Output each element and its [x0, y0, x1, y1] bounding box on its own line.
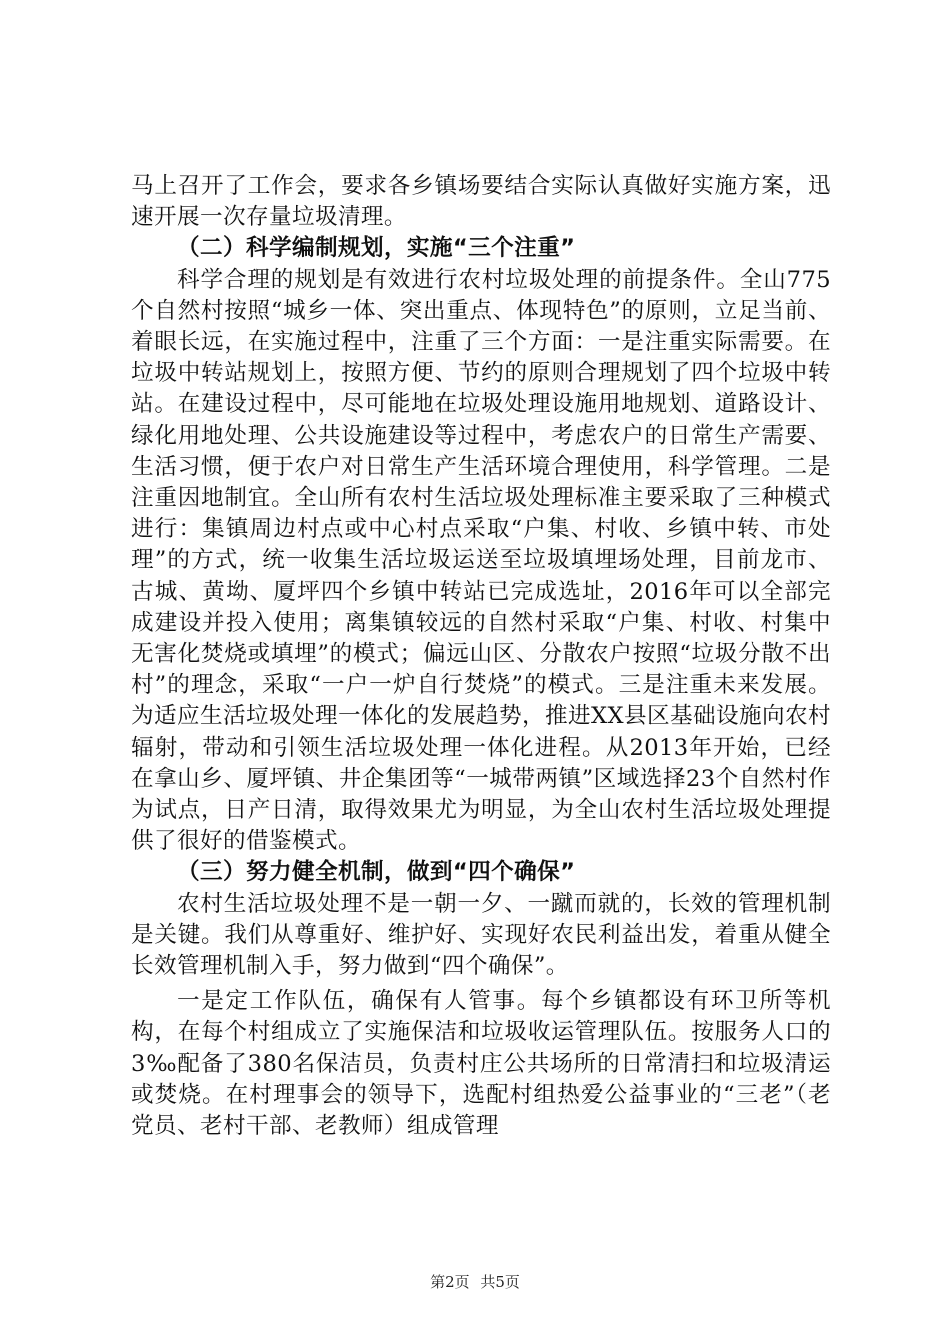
page-total: 共5页 — [480, 1273, 520, 1291]
paragraph-planning: 科学合理的规划是有效进行农村垃圾处理的前提条件。全山775个自然村按照“城乡一体、突出重点、体现特色”的原则，立足当前、着眼长远，在实施过程中，注重了三个方面：一是注重实际需要。在垃圾中转站规划上，按照方便、节约的原则合理规划了四个垃圾中转站。在建设过程中，尽可能地在垃圾处理设施用地规划、道路设计、绿化用地处理、公共设施建设等过程中，考虑农户的日常生产需要、生活习惯，便于农户对日常生产生活环境合理使用，科学管理。二是注重因地制宜。全山所有农村生活垃圾处理标准主要采取了三种模式进行：集镇周边村点或中心村点采取“户集、村收、乡镇中转、市处理”的方式，统一收集生活垃圾运送至垃圾填埋场处理，目前龙市、古城、黄坳、厦坪四个乡镇中转站已完成选址，2016年可以全部完成建设并投入使用；离集镇较远的自然村采取“户集、村收、村集中无害化焚烧或填埋”的模式；偏远山区、分散农户按照“垃圾分散不出村”的理念，采取“一户一炉自行焚烧”的模式。三是注重未来发展。为适应生活垃圾处理一体化的发展趋势，推进XX县区基础设施向农村辐射，带动和引领生活垃圾处理一体化进程。从2013年开始，已经在拿山乡、厦坪镇、井企集团等“一城带两镇”区域选择23个自然村作为试点，日产日清，取得效果尤为明显，为全山农村生活垃圾处理提供了很好的借鉴模式。 — [131, 266, 831, 855]
paragraph-continued: 马上召开了工作会，要求各乡镇场要结合实际认真做好实施方案，迅速开展一次存量垃圾清理。 — [131, 173, 831, 231]
paragraph-mechanism: 农村生活垃圾处理不是一朝一夕、一蹴而就的，长效的管理机制是关键。我们从尊重好、维护好、实现好农民利益出发，着重从健全长效管理机制入手，努力做到“四个确保”。 — [131, 890, 831, 980]
paragraph-team: 一是定工作队伍，确保有人管事。每个乡镇都设有环卫所等机构，在每个村组成立了实施保洁和垃圾收运管理队伍。按服务人口的3‰配备了380名保洁员，负责村庄公共场所的日常清扫和垃圾清运或焚烧。在村理事会的领导下，选配村组热爱公益事业的“三老”（老党员、老村干部、老教师）组成管理 — [131, 988, 831, 1140]
page-number: 第2页 — [430, 1273, 470, 1291]
section-heading-2: （二）科学编制规划，实施“三个注重” — [177, 235, 576, 262]
section-heading-3: （三）努力健全机制，做到“四个确保” — [177, 859, 576, 886]
document-body — [131, 171, 831, 1142]
page-footer — [0, 1272, 950, 1292]
